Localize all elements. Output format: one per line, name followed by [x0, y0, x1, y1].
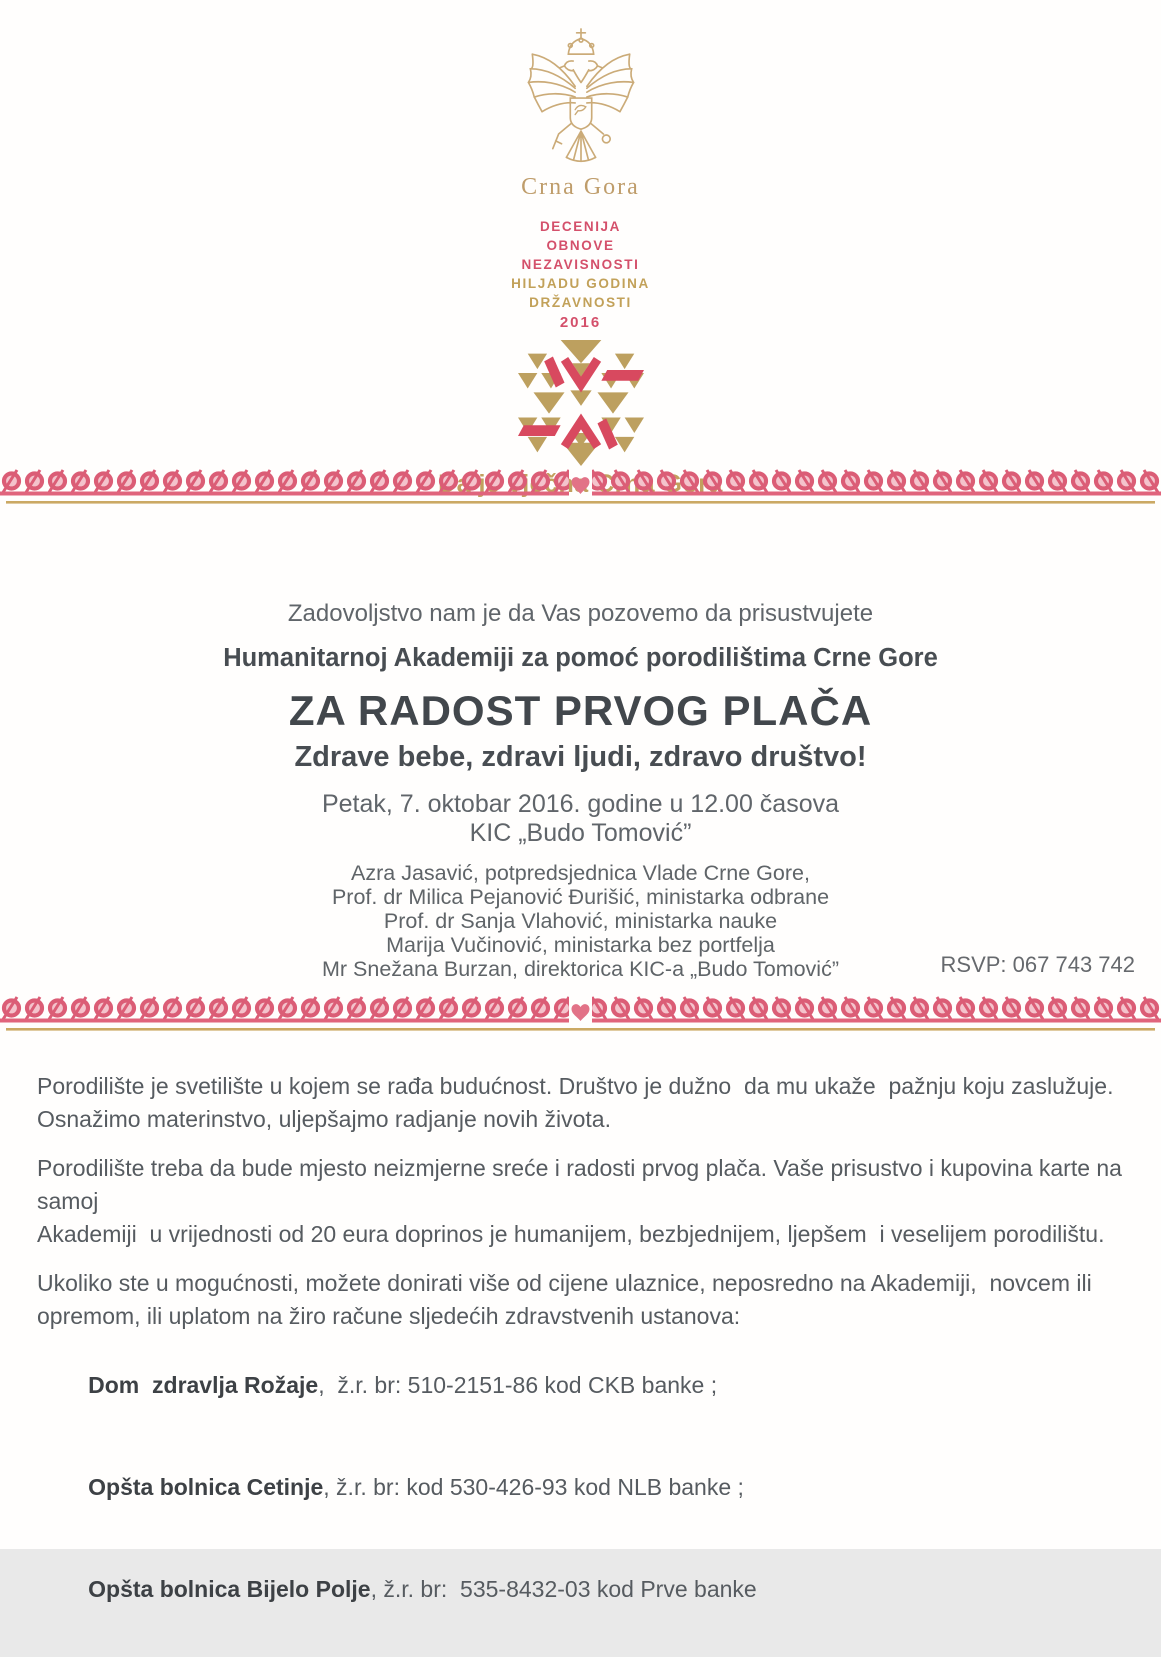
anniversary-line: HILJADU GODINA: [511, 276, 650, 291]
invitation-section: [0, 600, 1161, 981]
bank-account-line: [37, 1351, 1133, 1420]
invitation-title: ZA RADOST PRVOG PLAČA: [288, 687, 873, 734]
paragraph-line: Porodilište treba da bude mjesto neizmjerne sreće i radosti prvog plača. Vaše prisustvo i kupovina karte na samoj: [37, 1155, 1129, 1214]
paragraph-line: Akademiji u vrijednosti od 20 eura doprinos je humanijem, bezbjednijem, ljepšem i veselijem porodilištu.: [37, 1221, 1105, 1247]
paragraph: [37, 1070, 1133, 1136]
anniversary-line: DRŽAVNOSTI: [529, 295, 632, 310]
invitation-subtitle: Zdrave bebe, zdravi ljudi, zdravo društvo!: [294, 741, 867, 773]
speaker-line: Marija Vučinović, ministarka bez portfelja: [386, 933, 775, 957]
speaker-line: Azra Jasavić, potpredsjednica Vlade Crne Gore,: [351, 861, 810, 885]
institution-name: Dom zdravlja Rožaje: [88, 1372, 319, 1398]
decorative-border-band-bottom: [0, 995, 1161, 1035]
bank-account-line: [37, 1453, 1133, 1522]
rsvp-text: RSVP: 067 743 742: [940, 952, 1135, 977]
body-text-section: [37, 1070, 1133, 1657]
anniversary-line: NEZAVISNOSTI: [521, 257, 640, 272]
account-details: , ž.r. br: 535-8432-03 kod Prve banke: [370, 1576, 757, 1602]
paragraph-line: Osnažimo materinstvo, uljepšajmo radjanje novih života.: [37, 1106, 611, 1132]
paragraph-line: Porodilište je svetilište u kojem se rađa budućnost. Društvo je dužno da mu ukaže pažnju koju zaslužuje.: [37, 1073, 1114, 1099]
header-crest-block: [0, 26, 1161, 499]
speaker-line: Prof. dr Milica Pejanović Đurišić, ministarka odbrane: [331, 885, 830, 909]
paragraph: [37, 1267, 1133, 1333]
anniversary-line: DECENIJA: [539, 219, 622, 234]
country-label: Crna Gora: [521, 174, 640, 200]
decorative-border-band-top: [0, 468, 1161, 508]
account-details: , ž.r. br: 510-2151-86 kod CKB banke ;: [318, 1372, 718, 1398]
montenegro-coat-of-arms-icon: [522, 26, 640, 172]
institution-name: Opšta bolnica Cetinje: [88, 1474, 324, 1500]
speaker-line: Mr Snežana Burzan, direktorica KIC-a „Budo Tomović”: [321, 957, 839, 981]
invitation-event: Humanitarnoj Akademiji za pomoć porodilištima Crne Gore: [223, 644, 938, 672]
bank-account-line: [37, 1555, 1133, 1624]
paragraph-line: Ukoliko ste u mogućnosti, možete donirati više od cijene ulaznice, neposredno na Akademiji, novcem ili: [37, 1270, 1092, 1296]
speaker-line: Prof. dr Sanja Vlahović, ministarka nauke: [383, 909, 778, 933]
anniversary-year: 2016: [559, 314, 602, 331]
anniversary-text-block: [0, 217, 1161, 332]
account-details: , ž.r. br: kod 530-426-93 kod NLB banke ;: [323, 1474, 744, 1500]
paragraph-line: opremom, ili uplatom na žiro račune sljedećih zdravstvenih ustanova:: [37, 1303, 741, 1329]
anniversary-line: OBNOVE: [546, 238, 615, 253]
institution-name: Opšta bolnica Bijelo Polje: [88, 1576, 371, 1602]
invitation-venue: KIC „Budo Tomović”: [469, 819, 692, 847]
bank-account-list: [37, 1351, 1133, 1624]
paragraph: [37, 1152, 1133, 1251]
invitation-datetime: Petak, 7. oktobar 2016. godine u 12.00 časova: [321, 790, 840, 818]
decade-snowflake-logo-icon: [518, 340, 644, 466]
invitation-intro: Zadovoljstvo nam je da Vas pozovemo da prisustvujete: [287, 600, 874, 627]
